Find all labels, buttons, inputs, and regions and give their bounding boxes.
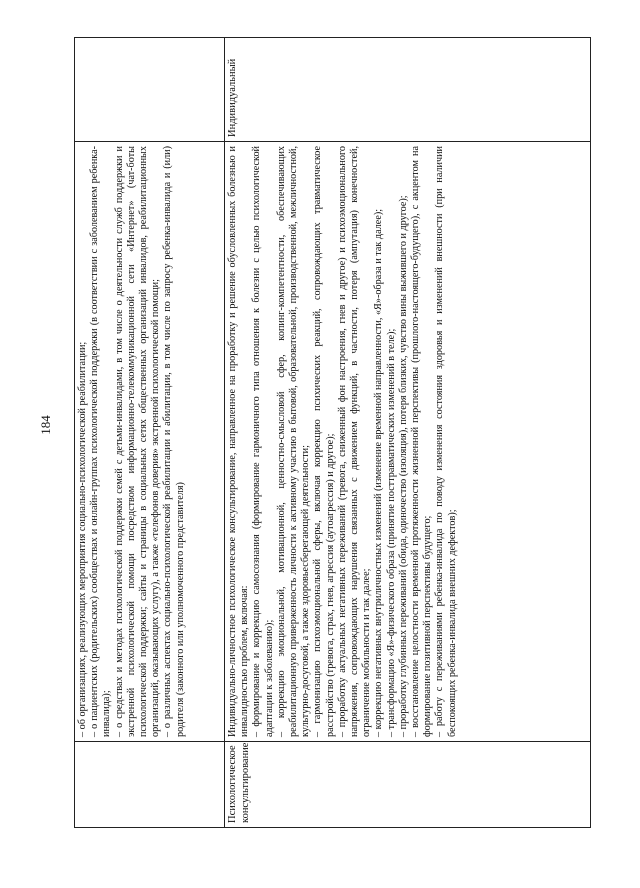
description-item: – коррекцию эмоциональной, мотивационной, ценностно-смысловой сфер, копинг-компетентности, обеспечивающих реабилитационную приверженность личности к активному участию в бытовой, образовательной, производственной, межличностной, культурно-досуговой, а также здоровьесберегающей деятельности;: [275, 146, 312, 737]
rotated-page: [74, 38, 590, 828]
description-item: – проработку глубинных переживаний (обида, одиночество (изоляция), потеря близких, чувство вины выжившего и другое);: [397, 195, 409, 737]
description-item: – формирование и коррекцию самосознания (формирование гармоничного типа отношения к болезни с целью психологической адаптации к заболеванию);: [251, 146, 275, 737]
service-description-cell: [75, 142, 225, 742]
page-number: 184: [38, 415, 53, 435]
service-name-cell: Психологическое консультирование: [225, 742, 591, 828]
service-description-cell: [225, 142, 591, 742]
service-type-cell: [75, 38, 225, 142]
service-type-cell: Индивидуальный: [225, 38, 591, 142]
description-item: – коррекцию негативных внутриличностных изменений (изменение временной направленности, «Я»-образа и так далее);: [373, 208, 385, 737]
table-row: [225, 38, 591, 828]
description-item: – о средствах и методах психологической поддержки семей с детьми-инвалидами, в том числе о деятельности служб поддержки и экстренной психологической помощи посредством информационно-телекоммуникационной сети «Интернет» (чат-боты психологической поддержки; сайты и страницы в социальных сетях общественных организаций инвалидов, реабилитационных организаций, оказывающих услугу), а также «телефонов доверия» экстренной психологической помощи;: [113, 146, 162, 737]
description-item: – о различных аспектах социально-психологической реабилитации и абилитации, в том числе по запросу ребенка-инвалида и (или) родителя (законного или уполномоченного представителя): [162, 146, 186, 737]
description-item: – работу с переживаниями ребенка-инвалида по поводу изменения состояния здоровья и изменений внешности (при наличии беспокоящих ребенка-инвалида внешних дефектов);: [434, 146, 458, 737]
description-item: – об организациях, реализующих мероприятия социально-психологической реабилитации;: [77, 341, 88, 737]
description-item: Индивидуально-личностное психологическое консультирование, направленное на проработку и решение обусловленных болезнью и инвалидностью проблем, включая:: [227, 146, 251, 737]
description-item: – трансформацию «Я»-физического образа (принятие посттравматических изменений в теле);: [385, 328, 397, 737]
description-item: – проработку актуальных негативных переживаний (тревога, сниженный фон настроения, гнев и другое) и психоэмоционального напряжения, сопровождающих нарушения связанных с движением функций, в частности, потеря (ампутация) конечностей, ограничение мобильности и так далее;: [336, 146, 373, 737]
service-name-cell: [75, 742, 225, 828]
services-table: [74, 37, 591, 828]
description-item: – восстановление целостности временной протяженности жизненной перспективы (прошлого-настоящего-будущего), с акцентом на формирование позитивной перспективы будущего;: [410, 146, 434, 737]
description-item: – о пациентских (родительских) сообществах и онлайн-группах психологической поддержки (в соответствии с заболеванием ребенка-инвалида);: [89, 146, 113, 737]
table-row: [75, 38, 225, 828]
description-item: – гармонизацию психоэмоциональной сферы, включая коррекцию психических реакций, сопровождающих травматическое расстройство (тревога, страх, гнев, агрессия (аутоагрессия) и другое);: [312, 146, 336, 737]
